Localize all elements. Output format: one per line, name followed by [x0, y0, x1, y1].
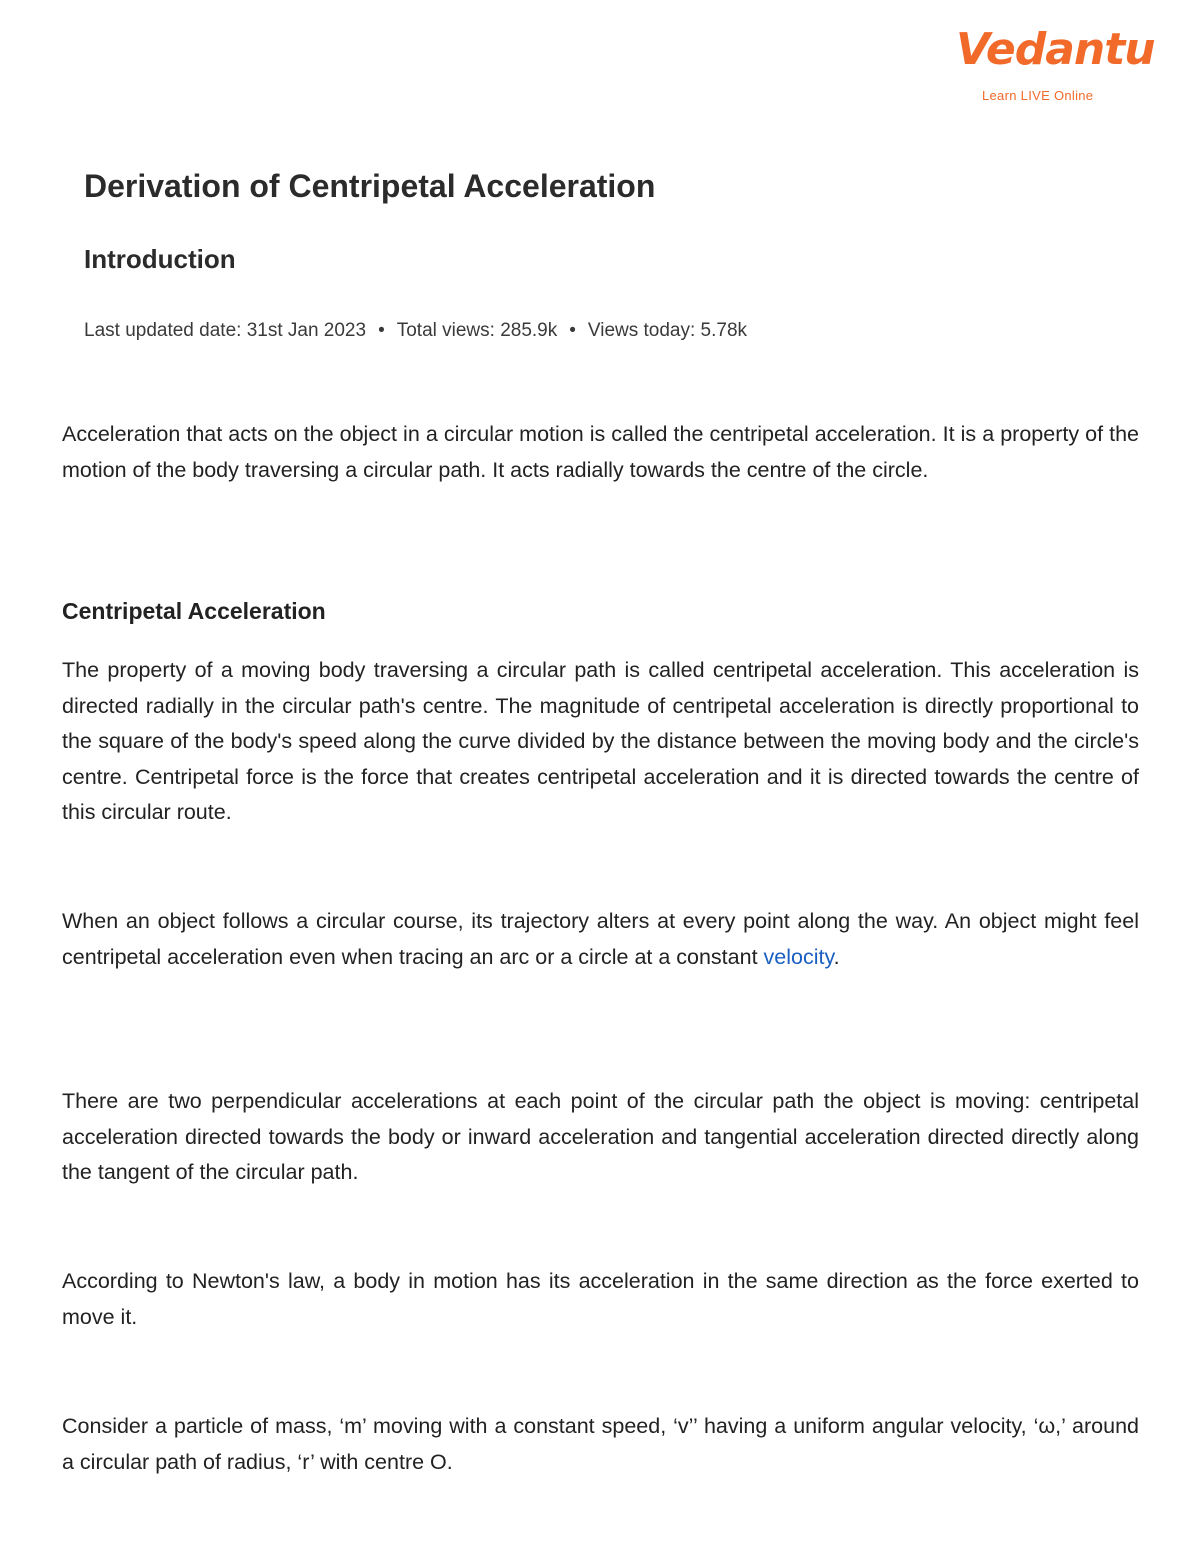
- section-heading-centripetal: Centripetal Acceleration: [62, 598, 326, 624]
- logo-tagline: Learn LIVE Online: [982, 88, 1094, 103]
- paragraph-perpendicular: There are two perpendicular accelerations at each point of the circular path the object is moving: centripetal acceleration directed towards the body or inward acceleration and tangential acceleration directed directly along the tangent of the circular path.: [62, 1089, 1139, 1184]
- total-views: Total views: 285.9k: [396, 320, 558, 341]
- paragraph-trajectory: [62, 904, 1139, 975]
- meta-separator: •: [378, 320, 385, 341]
- logo-wordmark: Vedantu: [956, 24, 1155, 75]
- views-today: Views today: 5.78k: [587, 320, 748, 341]
- paragraph-newton: According to Newton's law, a body in motion has its acceleration in the same direction as the force exerted to move it.: [62, 1269, 1139, 1329]
- meta-separator: •: [569, 320, 576, 341]
- paragraph-trajectory-text: When an object follows a circular course, its trajectory alters at every point along the way. An object might feel centripetal acceleration even when tracing an arc or a circle at a constant: [62, 909, 1139, 969]
- paragraph-trajectory-end: .: [833, 944, 840, 969]
- paragraph-particle: Consider a particle of mass, ‘m’ moving with a constant speed, ‘v’’ having a uniform angular velocity, ‘ω,’ around a circular path of radius, ‘r’ with centre O.: [62, 1414, 1139, 1474]
- paragraph-intro: Acceleration that acts on the object in a circular motion is called the centripetal acceleration. It is a property of the motion of the body traversing a circular path. It acts radially towards the centre of the circle.: [62, 422, 1139, 482]
- article-meta: [84, 320, 747, 342]
- velocity-link[interactable]: velocity: [763, 944, 834, 969]
- page-subtitle: Introduction: [84, 244, 236, 274]
- paragraph-definition: The property of a moving body traversing a circular path is called centripetal acceleration. This acceleration is directed radially in the circular path's centre. The magnitude of centripetal acceleration is directly proportional to the square of the body's speed along the curve divided by the distance between the moving body and the circle's centre. Centripetal force is the force that creates centripetal acceleration and it is directed towards the centre of this circular route.: [62, 658, 1139, 824]
- page-title: Derivation of Centripetal Acceleration: [84, 168, 656, 204]
- vedantu-logo[interactable]: [956, 24, 1155, 108]
- last-updated: Last updated date: 31st Jan 2023: [84, 320, 367, 341]
